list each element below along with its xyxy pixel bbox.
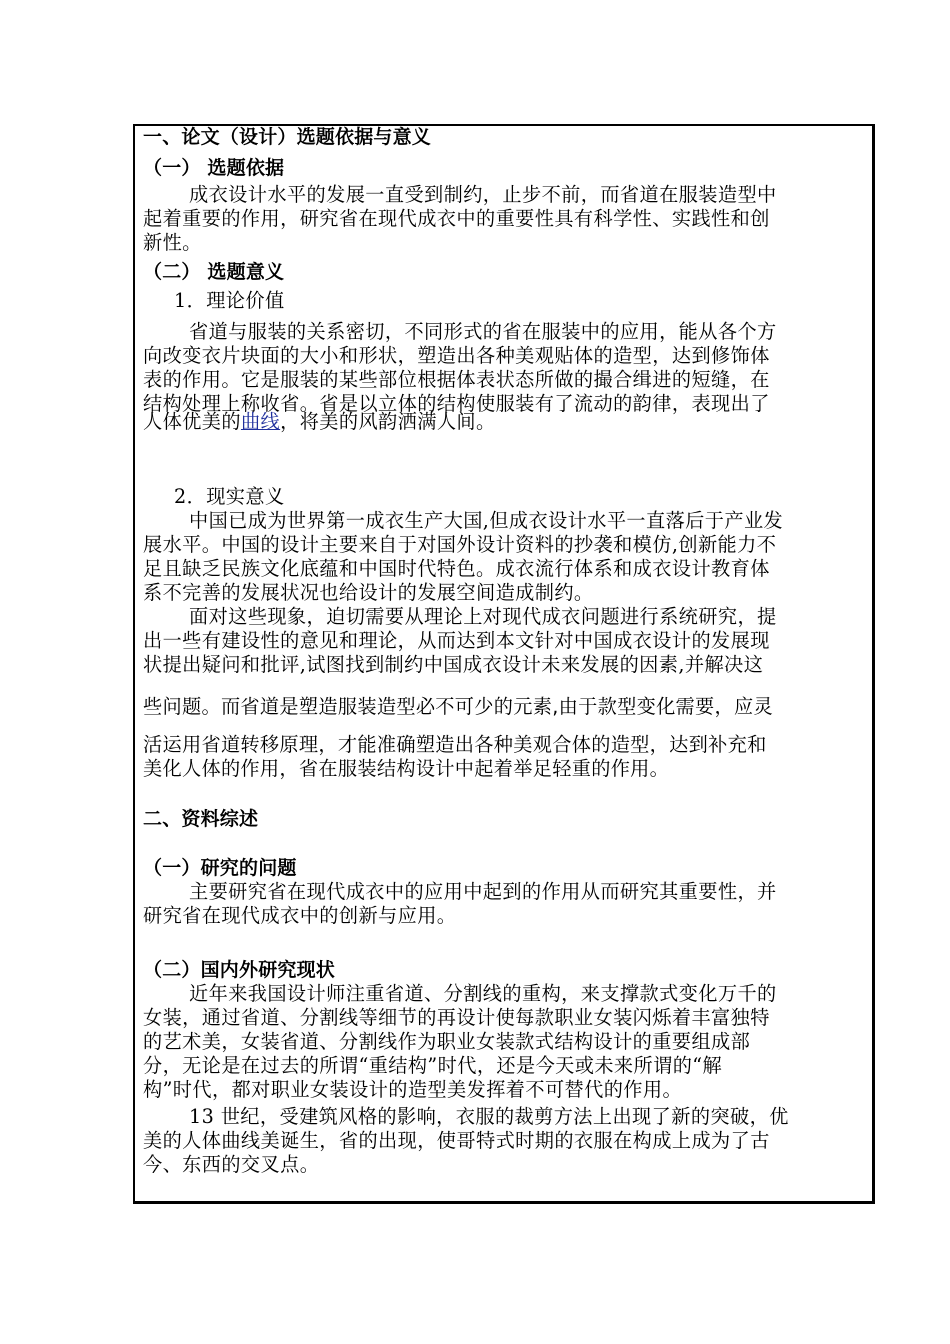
paragraph-line: 美的人体曲线美诞生，省的出现，使哥特式时期的衣服在构成上成为了古: [143, 1129, 770, 1152]
section-1-title: 一、论文（设计）选题依据与意义: [143, 126, 432, 148]
paragraph-line: 主要研究省在现代成衣中的应用中起到的作用从而研究其重要性，并: [189, 880, 777, 903]
paragraph-line: 研究省在现代成衣中的创新与应用。: [143, 904, 457, 927]
subsection-heading-basis: （一） 选题依据: [143, 157, 285, 179]
paragraph-line: 中国已成为世界第一成衣生产大国,但成衣设计水平一直落后于产业发: [189, 509, 784, 532]
paragraph-line: 结构处理上称收省。省是以立体的结构使服装有了流动的韵律，表现出了: [143, 392, 770, 415]
paragraph-line: 省道与服装的关系密切，不同形式的省在服装中的应用，能从各个方: [189, 320, 777, 343]
subsection-heading-significance: （二） 选题意义: [143, 261, 285, 283]
paragraph-line: 足且缺乏民族文化底蕴和中国时代特色。成衣流行体系和成衣设计教育体: [143, 557, 770, 580]
paragraph-line: 面对这些现象，迫切需要从理论上对现代成衣问题进行系统研究，提: [189, 605, 777, 628]
paragraph-line: 分，无论是在过去的所谓“重结构”时代，还是今天或未来所谓的“解: [143, 1054, 723, 1077]
paragraph-line: 今、东西的交叉点。: [143, 1153, 320, 1176]
paragraph-line: 出一些有建设性的意见和理论，从而达到本文针对中国成衣设计的发展现: [143, 629, 770, 652]
line-text: 人体优美的: [143, 410, 241, 433]
curve-link[interactable]: 曲线: [240, 410, 281, 433]
paragraph-line: 成衣设计水平的发展一直受到制约，止步不前，而省道在服装造型中: [189, 183, 777, 206]
line-text: ，将美的风韵洒满人间。: [280, 410, 496, 433]
paragraph-line: 表的作用。它是服装的某些部位根据体表状态所做的撮合缉进的短缝，在: [143, 368, 770, 391]
paragraph-line: 些问题。而省道是塑造服装造型必不可少的元素,由于款型变化需要，应灵: [143, 695, 773, 718]
subsection-heading-problem: （一）研究的问题: [143, 857, 297, 879]
paragraph-line: 构”时代，都对职业女装设计的造型美发挥着不可替代的作用。: [143, 1078, 683, 1101]
subsection-heading-status: （二）国内外研究现状: [143, 959, 336, 981]
paragraph-line: 展水平。中国的设计主要来自于对国外设计资料的抄袭和模仿,创新能力不: [143, 533, 777, 556]
paragraph-line: 近年来我国设计师注重省道、分割线的重构，来支撑款式变化万千的: [189, 982, 777, 1005]
paragraph-line: 系不完善的发展状况也给设计的发展空间造成制约。: [143, 581, 594, 604]
paragraph-line: 起着重要的作用，研究省在现代成衣中的重要性具有科学性、实践性和创: [143, 207, 770, 230]
paragraph-line: 13 世纪，受建筑风格的影响，衣服的裁剪方法上出现了新的突破，优: [189, 1105, 789, 1128]
paragraph-line: 活运用省道转移原理，才能准确塑造出各种美观合体的造型，达到补充和: [143, 733, 767, 756]
item-heading-theory: 1．理论价值: [174, 289, 285, 312]
paragraph-line: 女装，通过省道、分割线等细节的再设计使每款职业女装闪烁着丰富独特: [143, 1006, 770, 1029]
section-2-title: 二、资料综述: [143, 808, 259, 830]
item-heading-practical: 2．现实意义: [174, 485, 285, 508]
paragraph-line: 新性。: [143, 231, 202, 254]
paragraph-line: 向改变衣片块面的大小和形状，塑造出各种美观贴体的造型，达到修饰体: [143, 344, 770, 367]
paragraph-line: [143, 410, 496, 434]
paragraph-line: 的艺术美，女装省道、分割线作为职业女装款式结构设计的重要组成部: [143, 1030, 751, 1053]
paragraph-line: 状提出疑问和批评,试图找到制约中国成衣设计未来发展的因素,并解决这: [143, 653, 764, 676]
paragraph-line: 美化人体的作用，省在服装结构设计中起着举足轻重的作用。: [143, 757, 670, 780]
